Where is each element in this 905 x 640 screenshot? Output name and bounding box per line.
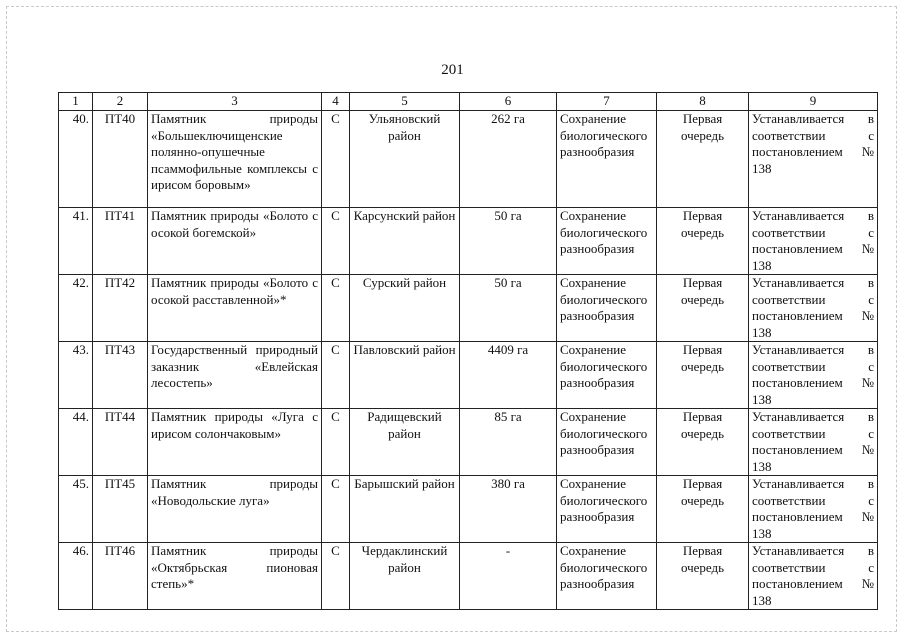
protected-areas-table	[58, 92, 878, 610]
column-header: 9	[749, 93, 878, 111]
column-header: 7	[557, 93, 657, 111]
row-code: ПТ45	[93, 476, 148, 543]
row-note: Устанавливается в соответствии с постановлением № 138	[749, 111, 878, 208]
row-code: ПТ41	[93, 208, 148, 275]
row-category: С	[322, 342, 350, 409]
column-header: 5	[350, 93, 460, 111]
row-queue: Первая очередь	[657, 409, 749, 476]
row-code: ПТ42	[93, 275, 148, 342]
row-name: Памятник природы «Октябрьская пионовая степь»*	[148, 543, 322, 610]
row-purpose: Сохранение биологического разнообразия	[557, 543, 657, 610]
row-note: Устанавливается в соответствии с постановлением № 138	[749, 476, 878, 543]
row-purpose: Сохранение биологического разнообразия	[557, 342, 657, 409]
row-district: Сурский район	[350, 275, 460, 342]
row-purpose: Сохранение биологического разнообразия	[557, 476, 657, 543]
table-row	[59, 208, 878, 275]
row-purpose: Сохранение биологического разнообразия	[557, 409, 657, 476]
row-code: ПТ43	[93, 342, 148, 409]
row-code: ПТ44	[93, 409, 148, 476]
row-name: Памятник природы «Луга с ирисом солончаковым»	[148, 409, 322, 476]
table-row	[59, 476, 878, 543]
row-area: 262 га	[460, 111, 557, 208]
table-row	[59, 409, 878, 476]
row-category: С	[322, 543, 350, 610]
column-header: 3	[148, 93, 322, 111]
table-row	[59, 543, 878, 610]
row-name: Государственный природный заказник «Евлейская лесостепь»	[148, 342, 322, 409]
row-district: Ульяновский район	[350, 111, 460, 208]
row-category: С	[322, 275, 350, 342]
row-note: Устанавливается в соответствии с постановлением № 138	[749, 275, 878, 342]
row-area: 85 га	[460, 409, 557, 476]
row-purpose: Сохранение биологического разнообразия	[557, 111, 657, 208]
row-district: Чердаклинский район	[350, 543, 460, 610]
row-queue: Первая очередь	[657, 275, 749, 342]
row-note: Устанавливается в соответствии с постановлением № 138	[749, 342, 878, 409]
row-number: 42.	[59, 275, 93, 342]
column-header: 6	[460, 93, 557, 111]
row-code: ПТ40	[93, 111, 148, 208]
row-district: Павловский район	[350, 342, 460, 409]
row-category: С	[322, 409, 350, 476]
row-number: 41.	[59, 208, 93, 275]
row-name: Памятник природы «Болото с осокой расставленной»*	[148, 275, 322, 342]
row-code: ПТ46	[93, 543, 148, 610]
row-queue: Первая очередь	[657, 543, 749, 610]
row-category: С	[322, 111, 350, 208]
row-category: С	[322, 476, 350, 543]
page-number: 201	[441, 62, 464, 78]
row-note: Устанавливается в соответствии с постановлением № 138	[749, 208, 878, 275]
row-name: Памятник природы «Болото с осокой богемской»	[148, 208, 322, 275]
row-area: 4409 га	[460, 342, 557, 409]
row-queue: Первая очередь	[657, 208, 749, 275]
row-name: Памятник природы «Новодольские луга»	[148, 476, 322, 543]
table-row	[59, 111, 878, 208]
row-purpose: Сохранение биологического разнообразия	[557, 208, 657, 275]
column-header: 2	[93, 93, 148, 111]
row-area: -	[460, 543, 557, 610]
row-purpose: Сохранение биологического разнообразия	[557, 275, 657, 342]
column-header: 8	[657, 93, 749, 111]
row-area: 50 га	[460, 208, 557, 275]
row-note: Устанавливается в соответствии с постановлением № 138	[749, 543, 878, 610]
row-queue: Первая очередь	[657, 342, 749, 409]
row-note: Устанавливается в соответствии с постановлением № 138	[749, 409, 878, 476]
row-number: 44.	[59, 409, 93, 476]
row-number: 40.	[59, 111, 93, 208]
table-row	[59, 275, 878, 342]
row-district: Барышский район	[350, 476, 460, 543]
column-header: 4	[322, 93, 350, 111]
row-area: 380 га	[460, 476, 557, 543]
column-header: 1	[59, 93, 93, 111]
row-number: 46.	[59, 543, 93, 610]
row-number: 45.	[59, 476, 93, 543]
row-queue: Первая очередь	[657, 476, 749, 543]
row-area: 50 га	[460, 275, 557, 342]
row-number: 43.	[59, 342, 93, 409]
row-district: Карсунский район	[350, 208, 460, 275]
row-category: С	[322, 208, 350, 275]
row-district: Радищевский район	[350, 409, 460, 476]
header-row	[59, 93, 878, 111]
row-name: Памятник природы «Большеключищенские полянно-опушечные псаммофильные комплексы с ирисом боровым»	[148, 111, 322, 208]
table-row	[59, 342, 878, 409]
row-queue: Первая очередь	[657, 111, 749, 208]
